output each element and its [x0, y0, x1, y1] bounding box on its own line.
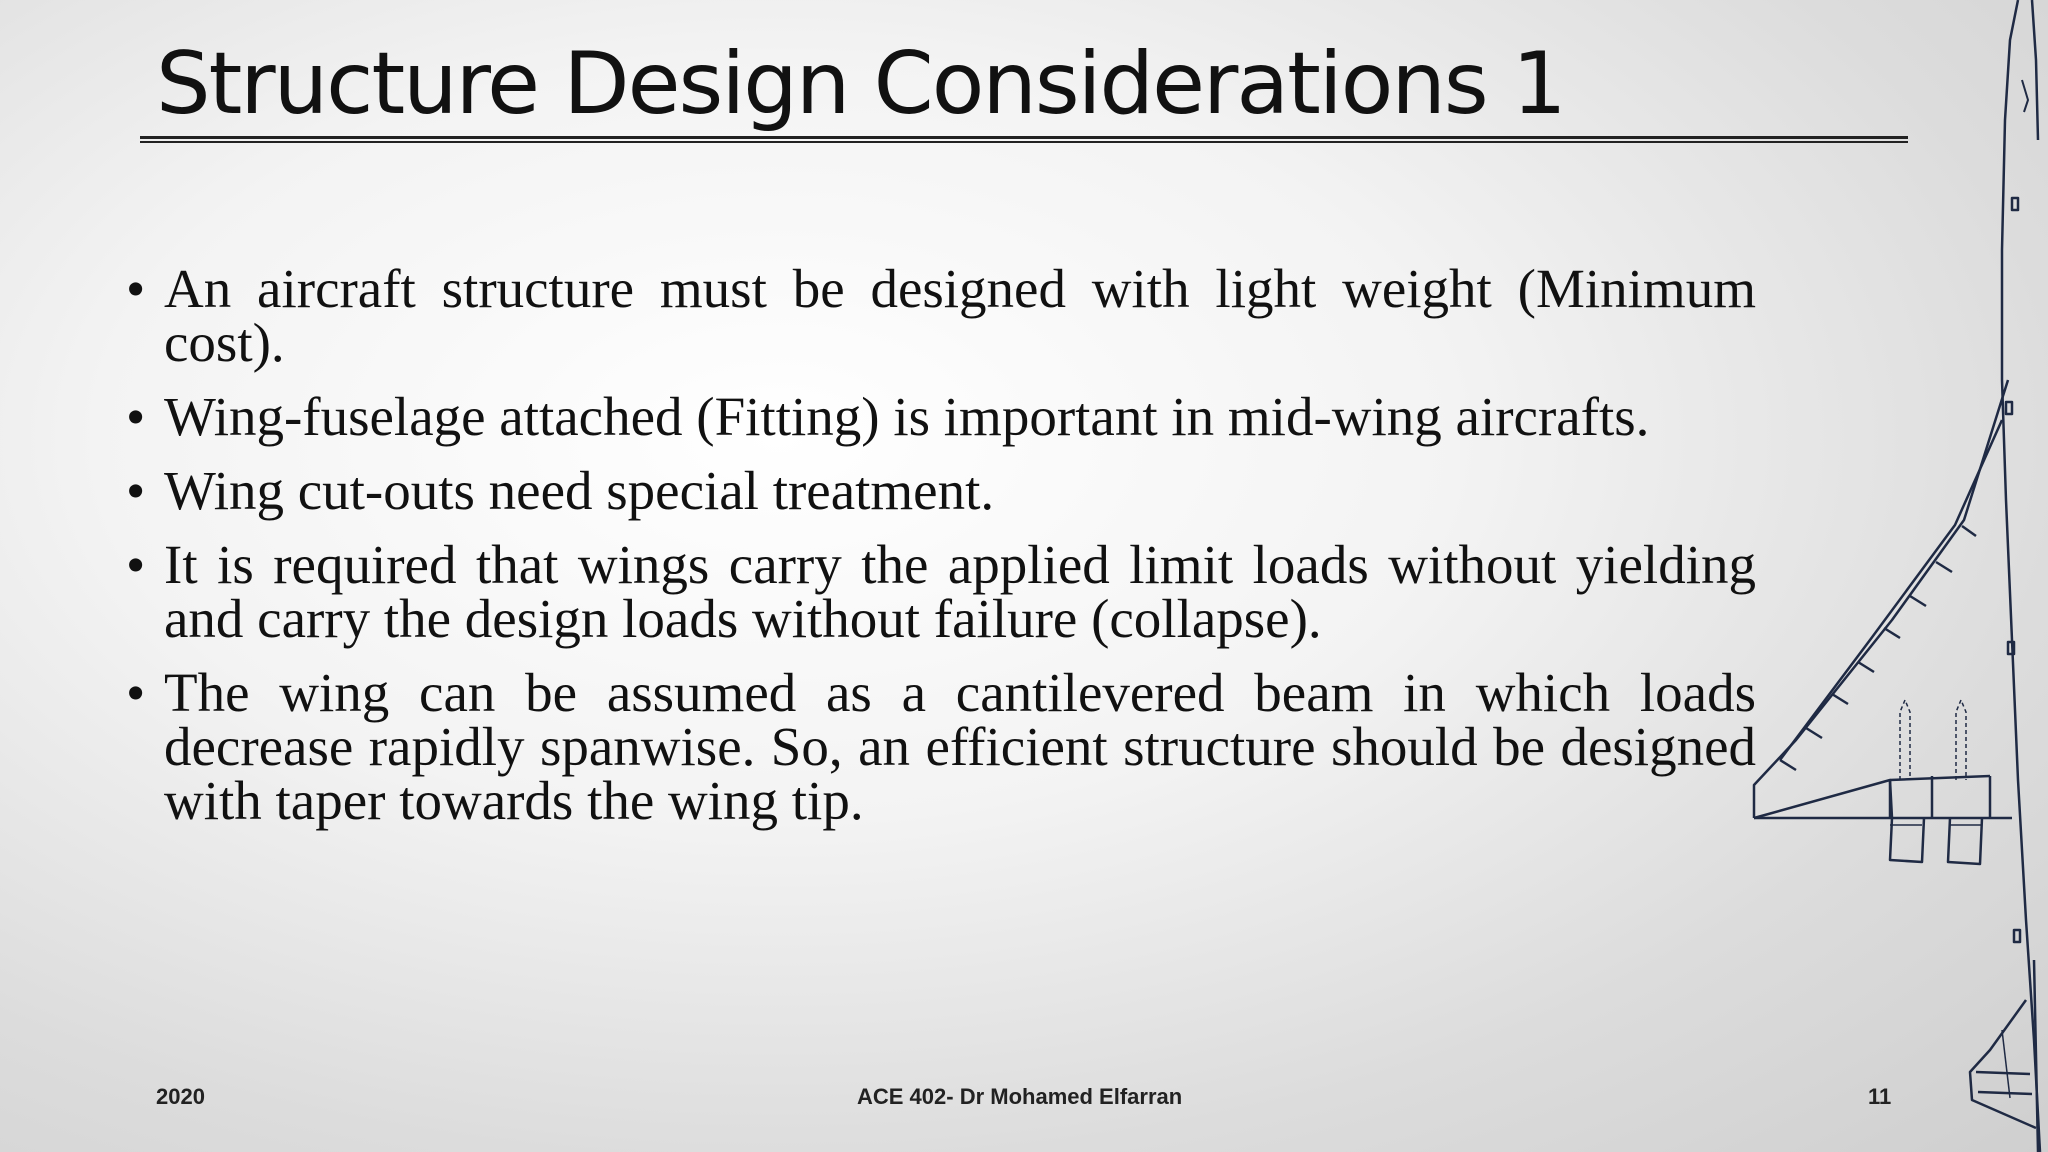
bullet-list	[126, 258, 1756, 848]
slide-page-number: 11	[1868, 1084, 1892, 1109]
bullet-text: It is required that wings carry the applied limit loads without yielding and carry the design loads without failure (collapse).	[164, 534, 1756, 649]
bullet-text: Wing cut-outs need special treatment.	[164, 460, 995, 521]
title-underline	[140, 136, 1908, 143]
bullet-icon: •	[126, 460, 146, 521]
bullet-item	[126, 258, 1756, 373]
footer-course-title: ACE 402- Dr Mohamed Elfarran	[857, 1084, 1183, 1109]
bullet-item	[126, 534, 1756, 649]
bullet-icon: •	[126, 258, 146, 319]
bullet-icon: •	[126, 386, 146, 447]
bullet-item	[126, 662, 1756, 831]
bullet-text: Wing-fuselage attached (Fitting) is important in mid-wing aircrafts.	[164, 386, 1650, 447]
aircraft-drawing-icon	[1740, 0, 2048, 1152]
bullet-item	[126, 460, 1756, 521]
bullet-item	[126, 386, 1756, 447]
bullet-text: An aircraft structure must be designed with light weight (Minimum cost).	[164, 258, 1756, 373]
footer-year: 2020	[156, 1084, 205, 1109]
bullet-text: The wing can be assumed as a cantilevered beam in which loads decrease rapidly spanwise. So, an efficient structure should be designed with taper towards the wing tip.	[164, 662, 1756, 831]
slide-title: Structure Design Considerations 1	[156, 34, 1565, 134]
bullet-icon: •	[126, 662, 146, 723]
bullet-icon: •	[126, 534, 146, 595]
